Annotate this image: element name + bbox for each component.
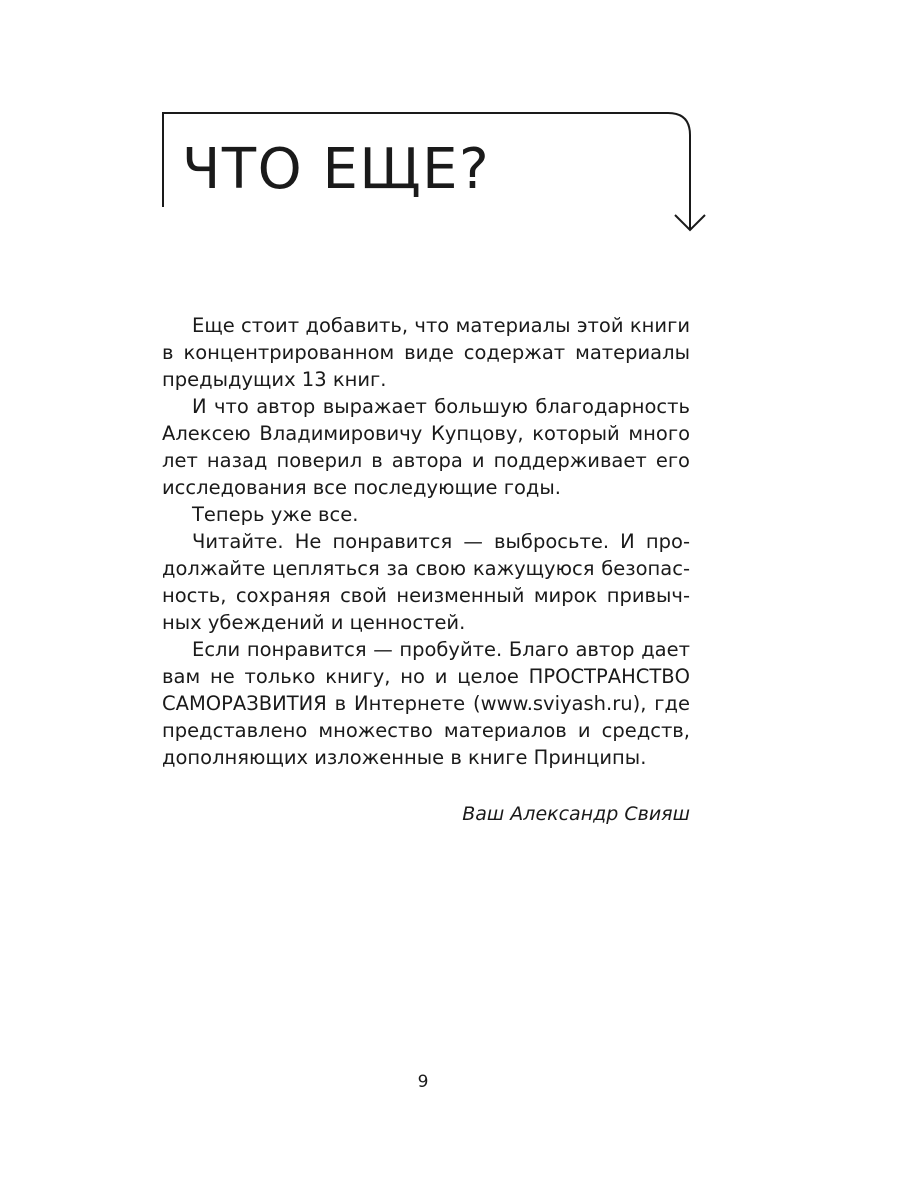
author-signature: Ваш Александр Свияш [462, 803, 690, 825]
paragraph-2: И что автор выражает большую благодарность Алексею Владимировичу Купцову, который много лет назад поверил в автора и поддерживает его исследования все последующие годы. [162, 395, 690, 499]
paragraph-5: Если понравится — пробуйте. Благо автор дает вам не только книгу, но и целое ПРОСТРАНСТВО САМОРАЗВИТИЯ в Интернете (www.sviyash.ru), где представлено множество материалов и средств, дополняющих изложенные в книге Принципы. [162, 638, 690, 769]
page-number: 9 [417, 1072, 429, 1092]
chapter-title: ЧТО ЕЩЕ? [182, 137, 491, 202]
body-text [162, 312, 690, 771]
paragraph-1: Еще стоит добавить, что материалы этой книги в концентрированном виде содержат материалы предыдущих 13 книг. [162, 314, 690, 391]
paragraph-3: Теперь уже все. [192, 503, 359, 526]
paragraph-4: Читайте. Не понравится — выбросьте. И продолжайте цепляться за свою кажущуюся безопасность, сохраняя свой неизменный мирок привычных убеждений и ценностей. [162, 530, 690, 634]
